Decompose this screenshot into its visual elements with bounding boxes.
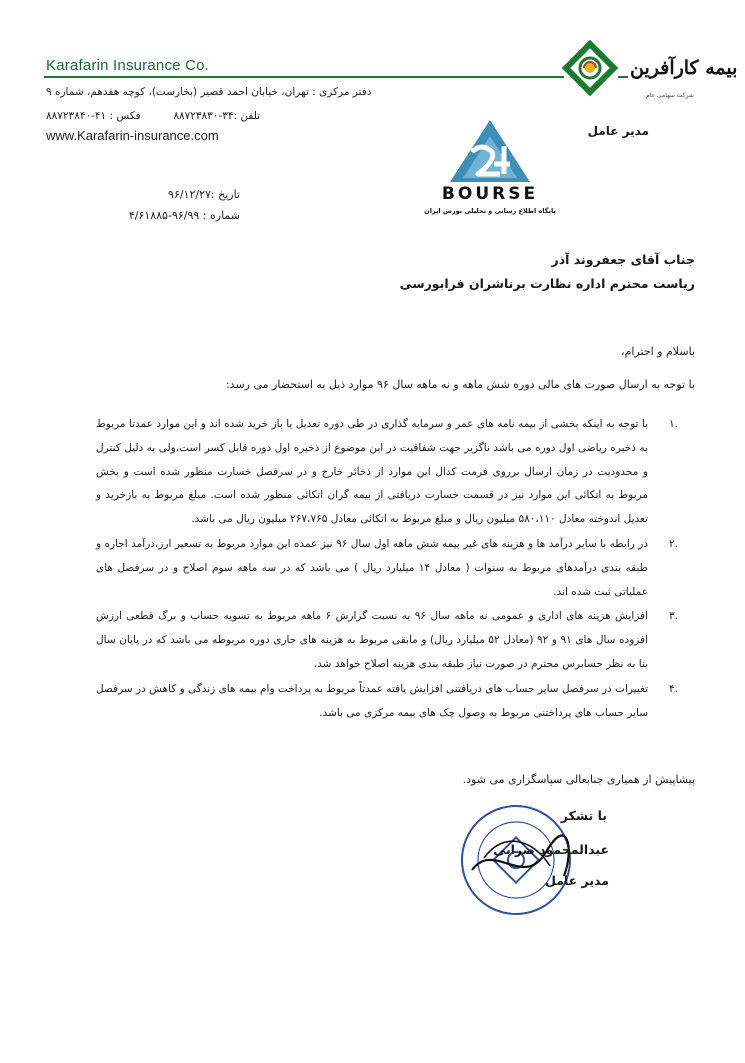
list-item [96, 605, 678, 676]
karafarin-logo-icon [562, 40, 618, 96]
logo-wordmark: بیمه کارآفرین [630, 57, 738, 79]
closing-line: پیشاپیش از همیاری جنابعالی سپاسگزاری می شود. [462, 773, 695, 786]
signatory-title: مدیر عامل [545, 873, 609, 888]
company-address: دفتر مرکزی : تهران، خیابان احمد قصیر (بخارست)، کوچه هفدهم، شماره ۹ [46, 86, 372, 98]
recipient-title: ریاست محترم اداره نظارت برناشران فرابورسی [399, 276, 695, 291]
greeting: باسلام و احترام، [621, 345, 695, 358]
list-item [96, 413, 678, 532]
list-item-number: .۳ [669, 610, 678, 623]
bourse-wordmark: BOURSE [441, 184, 539, 204]
list-item-text: افزایش هزینه های اداری و عمومی نه ماهه سال ۹۶ به نسبت گزارش ۶ ماهه مربوط به تسویه حساب و برگ قطعی ارزش افزوده سال های ۹۱ و ۹۲ (معادل ۵۲ میلیارد ریال) و مابقی مربوط به هزینه های جاری دوره مربوطه می باشد که در پایان سال بنا به نظر حسابرس محترم در صورت نیاز طبقه بندی هزینه اصلاح خواهد شد. [96, 610, 648, 670]
header-divider-right [618, 76, 628, 78]
list-item-text: در رابطه با سایر درآمد ها و هزینه های غیر بیمه شش ماهه اول سال ۹۶ نیز عمده این موارد مربوط به تسعیر ارز،درآمد اجاره و طبقه بندی درآمدهای مربوط به سنوات ( معادل ۱۴ میلیارد ریال ) می باشد که در سه ماهه سوم اصلاح و در سرفصل های عملیاتی ثبت شده اند. [96, 537, 648, 598]
header-divider [44, 76, 564, 78]
phone-number: تلفن :۳۴-۸۸۷۲۳۸۳۰ [173, 110, 261, 122]
signatory-name: عبدالمحمود ضرابی [493, 842, 609, 857]
sender-title: مدیر عامل [587, 124, 649, 138]
recipient-name: جناب آقای جعفروند آذر [551, 252, 695, 267]
list-item [96, 678, 678, 726]
items-list [96, 413, 678, 725]
fax-number: فکس : ۴۱-۸۸۷۲۳۸۴۰ [46, 110, 141, 122]
company-phones [46, 110, 286, 122]
company-name-en: Karafarin Insurance Co. [46, 57, 210, 74]
letter-date: تاریخ :۹۶/۱۲/۲۷ [168, 188, 240, 201]
list-item-text: با توجه به اینکه بخشی از بیمه نامه های عمر و سرمایه گذاری در طی دوره تعدیل یا باز خرید شده اند و این موارد عمدتا مربوط به ذخیره ریاضی اول دوره می باشد ناگزیر جهت شفافیت در این موضوع از ذخیره اول دوره قابل کسر است،ولی به دلیل کنترل و محدودیت در زمان ارسال برروی فرمت کدال این موارد از ذخائر خارج و در سرفصل خسارت منظور شده است و بخش مربوط به اتکائی این موارد نیز در قسمت خسارت دریافتی از بیمه گران اتکائی منظور شده است. مبلغ مربوط به بازخرید و تعدیل اندوخته معادل ۵۸۰،۱۱۰ میلیون ریال و مبلغ مربوط به اتکائی معادل ۲۶۷،۷۶۵ میلیون ریال می باشد. [96, 418, 648, 526]
signature-thanks: با تشکر [560, 808, 607, 823]
logo-subtitle: شرکت سهامی عام [646, 92, 694, 99]
list-item-text: تغییرات در سرفصل سایر حساب های دریافتنی افزایش یافته عمدتاً مربوط به پرداخت وام بیمه های زندگی و کاهش در سرفصل سایر حساب های پرداختنی مربوط به وصول چک های بیمه مرکزی می باشد. [96, 682, 648, 719]
list-item-number: .۴ [669, 682, 678, 695]
company-website: www.Karafarin-insurance.com [46, 128, 219, 143]
list-item-number: .۲ [669, 537, 678, 550]
bourse-subtitle: پایگاه اطلاع رسانی و تحلیلی بورس ایران [424, 207, 556, 215]
letter-number: شماره : ۹۶/۹۹-۴/۶۱۸۸۵ [128, 209, 240, 222]
intro-paragraph: با توجه به ارسال صورت های مالی دوره شش ماهه و نه ماهه سال ۹۶ موارد ذیل به استحضار می رسد: [225, 378, 695, 391]
list-item-number: .۱ [669, 418, 678, 430]
bourse-logo-icon [420, 118, 560, 220]
list-item [96, 533, 678, 604]
